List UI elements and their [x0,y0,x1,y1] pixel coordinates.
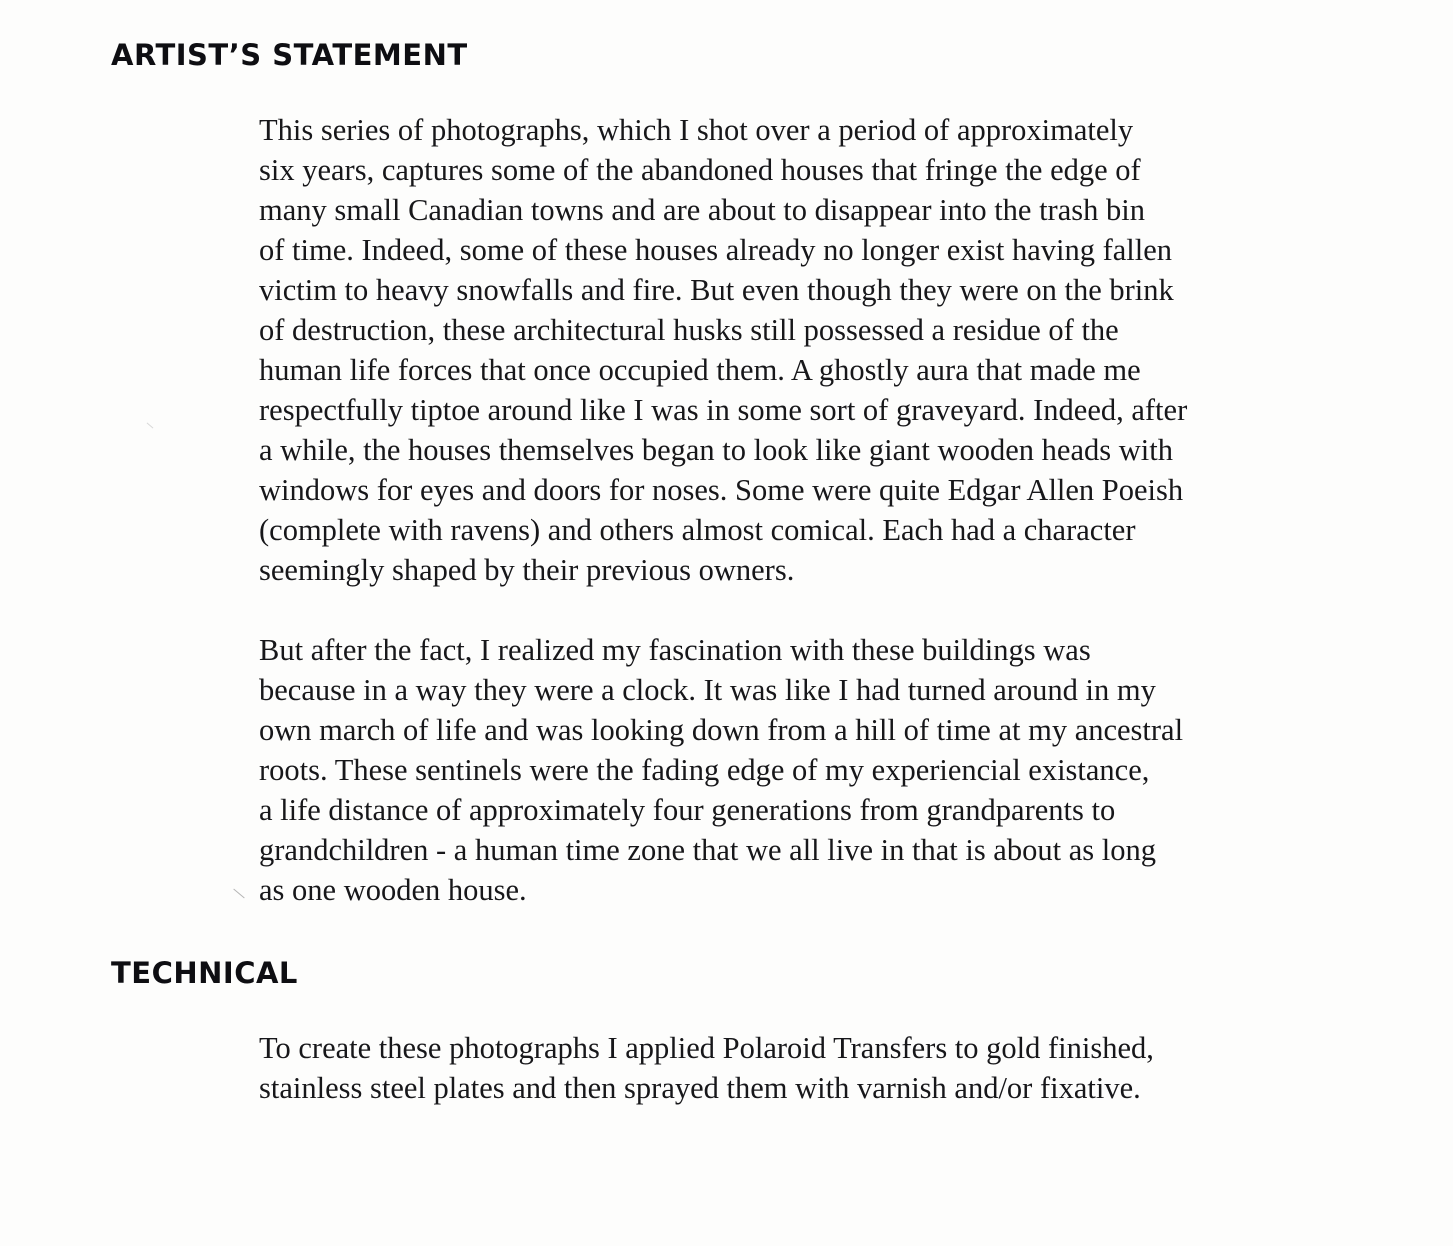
text-line: stainless steel plates and then sprayed them with varnish and/or fixative. [259,1071,1141,1105]
text-line: a life distance of approximately four generations from grandparents to [259,793,1116,827]
text-line: victim to heavy snowfalls and fire. But even though they were on the brink [259,273,1174,307]
text-line: To create these photographs I applied Polaroid Transfers to gold finished, [259,1031,1154,1065]
scan-speck [233,889,244,899]
text-line: own march of life and was looking down from a hill of time at my ancestral [259,713,1184,747]
text-line: grandchildren - a human time zone that we all live in that is about as long [259,833,1156,867]
scan-speck [147,423,154,429]
text-line: windows for eyes and doors for noses. Some were quite Edgar Allen Poeish [259,473,1184,507]
statement-paragraph-1 [259,110,1187,590]
text-line: because in a way they were a clock. It was like I had turned around in my [259,673,1156,707]
text-line: respectfully tiptoe around like I was in some sort of graveyard. Indeed, after [259,393,1188,427]
artist-statement-heading: ARTIST’S STATEMENT [111,38,468,72]
text-line: six years, captures some of the abandoned houses that fringe the edge of [259,153,1141,187]
text-line: But after the fact, I realized my fascination with these buildings was [259,633,1091,667]
text-line: human life forces that once occupied them. A ghostly aura that made me [259,353,1141,387]
text-line: (complete with ravens) and others almost comical. Each had a character [259,513,1136,547]
statement-paragraph-2 [259,630,1183,910]
text-line: as one wooden house. [259,873,527,907]
technical-heading: TECHNICAL [111,956,298,990]
text-line: This series of photographs, which I shot over a period of approximately [259,113,1134,147]
text-line: of destruction, these architectural husks still possessed a residue of the [259,313,1119,347]
technical-paragraph [259,1028,1154,1108]
text-line: many small Canadian towns and are about to disappear into the trash bin [259,193,1145,227]
text-line: roots. These sentinels were the fading edge of my experiencial existance, [259,753,1150,787]
text-line: of time. Indeed, some of these houses already no longer exist having fallen [259,233,1173,267]
text-line: a while, the houses themselves began to look like giant wooden heads with [259,433,1173,467]
text-line: seemingly shaped by their previous owners. [259,553,795,587]
